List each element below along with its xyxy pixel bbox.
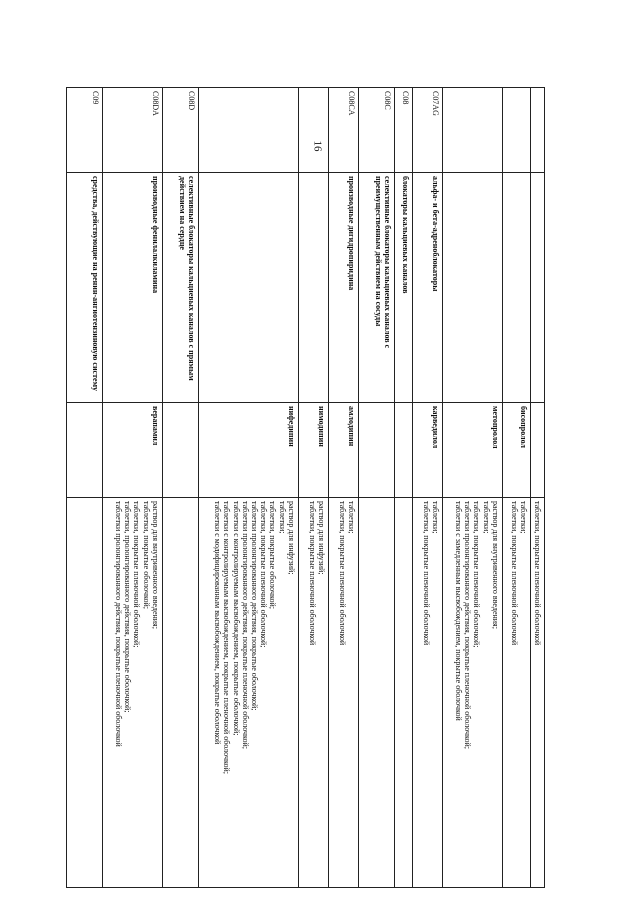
dosage-form-line: таблетки пролонгированного действия, покрытые пленочной оболочкой; (240, 501, 250, 749)
dosage-form-line: таблетки с модифицированным высвобождением, покрытые оболочкой (213, 501, 223, 745)
dosage-forms-cell (530, 498, 544, 888)
atc-group-cell (298, 173, 328, 403)
atc-code-cell: C08CA (328, 88, 358, 173)
dosage-forms-cell (394, 498, 412, 888)
dosage-forms-cell (328, 498, 358, 888)
table-row (394, 88, 412, 888)
dosage-form-line: таблетки, пролонгированного действия, покрытые оболочкой; (123, 501, 133, 713)
atc-group-cell (502, 173, 530, 403)
atc-group-cell: альфа- и бета-адреноблокаторы (412, 173, 442, 403)
atc-group-cell (442, 173, 502, 403)
atc-group-cell (198, 173, 298, 403)
dosage-form-line: таблетки, покрытые пленочной оболочкой; (259, 501, 269, 648)
drug-name-cell: верапамил (102, 403, 162, 498)
rotated-table (85, 87, 545, 887)
atc-code-cell (530, 88, 544, 173)
page-number: 16 (311, 140, 324, 152)
dosage-form-line: таблетки; (430, 501, 440, 534)
table-row (298, 88, 328, 888)
dosage-form-line: таблетки пролонгированного действия, покрытые пленочной оболочкой; (463, 501, 473, 749)
atc-code-cell: C08D (162, 88, 198, 173)
drug-name-cell: карведилол (412, 403, 442, 498)
dosage-form-line: таблетки пролонгированного действия, покрытые пленочной оболочкой (114, 501, 124, 747)
dosage-form-line: таблетки, покрытые пленочной оболочкой; (472, 501, 482, 648)
dosage-form-line: таблетки; (277, 501, 287, 534)
dosage-form-line: таблетки; (518, 501, 528, 534)
dosage-form-line: раствор для инфузий; (286, 501, 296, 575)
drug-name-cell: метопролол (442, 403, 502, 498)
dosage-form-line: таблетки; (481, 501, 491, 534)
table-row (102, 88, 162, 888)
drug-name-cell (162, 403, 198, 498)
atc-code-cell (442, 88, 502, 173)
drug-name-cell: нимодипин (298, 403, 328, 498)
atc-group-cell: блокаторы кальциевых каналов (394, 173, 412, 403)
atc-code-cell: C09 (66, 88, 102, 173)
table-row (198, 88, 298, 888)
atc-code-cell (198, 88, 298, 173)
drug-name-cell (530, 403, 544, 498)
dosage-form-line: таблетки пролонгированного действия, покрытые оболочкой; (250, 501, 260, 711)
dosage-forms-cell (358, 498, 394, 888)
table-row (162, 88, 198, 888)
atc-group-cell: средства, действующие на ренин-ангиотензиновую систему (66, 173, 102, 403)
atc-code-cell: C07AG (412, 88, 442, 173)
dosage-form-line: таблетки, покрытые оболочкой; (141, 501, 151, 609)
table-row (502, 88, 530, 888)
atc-code-cell (298, 88, 328, 173)
dosage-forms-cell (102, 498, 162, 888)
dosage-forms-cell (66, 498, 102, 888)
dosage-form-line: таблетки; (346, 501, 356, 534)
drug-name-cell: амлодипин (328, 403, 358, 498)
dosage-forms-cell (198, 498, 298, 888)
dosage-form-line: раствор для внутривенного введения; (150, 501, 160, 629)
atc-code-cell: C08C (358, 88, 394, 173)
dosage-forms-cell (412, 498, 442, 888)
dosage-form-line: таблетки, покрытые пленочной оболочкой (533, 501, 542, 646)
dosage-form-line: раствор для инфузий; (316, 501, 326, 575)
dosage-form-line: таблетки, покрытые пленочной оболочкой; (132, 501, 142, 648)
dosage-form-line: таблетки с контролируемым высвобождением, покрытые пленочной оболочкой; (222, 501, 232, 774)
atc-group-cell: производные дигидропиридина (328, 173, 358, 403)
atc-code-cell: C08DA (102, 88, 162, 173)
dosage-forms-cell (162, 498, 198, 888)
atc-code-cell (502, 88, 530, 173)
dosage-forms-cell (502, 498, 530, 888)
dosage-form-line: таблетки с замедленным высвобождением, покрытые оболочкой (454, 501, 464, 721)
dosage-form-line: таблетки с контролируемым высвобождением, покрытые оболочкой; (231, 501, 241, 736)
atc-group-cell: производные фенилалкиламина (102, 173, 162, 403)
dosage-form-line: раствор для внутривенного введения; (490, 501, 500, 629)
table-row (530, 88, 544, 888)
dosage-form-line: таблетки, покрытые пленочной оболочкой (421, 501, 431, 646)
table-row (328, 88, 358, 888)
atc-group-cell: селективные блокаторы кальциевых каналов с преимущественным действием на сосуды (358, 173, 394, 403)
drug-name-cell (358, 403, 394, 498)
atc-group-cell (530, 173, 544, 403)
table-row (412, 88, 442, 888)
table-row (442, 88, 502, 888)
dosage-form-line: таблетки, покрытые оболочкой; (268, 501, 278, 609)
drug-name-cell (394, 403, 412, 498)
atc-code-cell: C08 (394, 88, 412, 173)
dosage-form-line: таблетки, покрытые пленочной оболочкой (307, 501, 317, 646)
atc-group-cell: селективные блокаторы кальциевых каналов с прямым действием на сердце (162, 173, 198, 403)
table-row (66, 88, 102, 888)
rotated-table-container (85, 87, 545, 887)
dosage-form-line: таблетки, покрытые пленочной оболочкой (509, 501, 519, 646)
table-row (358, 88, 394, 888)
dosage-forms-cell (442, 498, 502, 888)
drug-name-cell (66, 403, 102, 498)
drug-name-cell: бисопролол (502, 403, 530, 498)
drug-table (66, 87, 545, 888)
dosage-forms-cell (298, 498, 328, 888)
drug-name-cell: нифедипин (198, 403, 298, 498)
dosage-form-line: таблетки, покрытые пленочной оболочкой (337, 501, 347, 646)
drug-table-body (66, 88, 544, 888)
